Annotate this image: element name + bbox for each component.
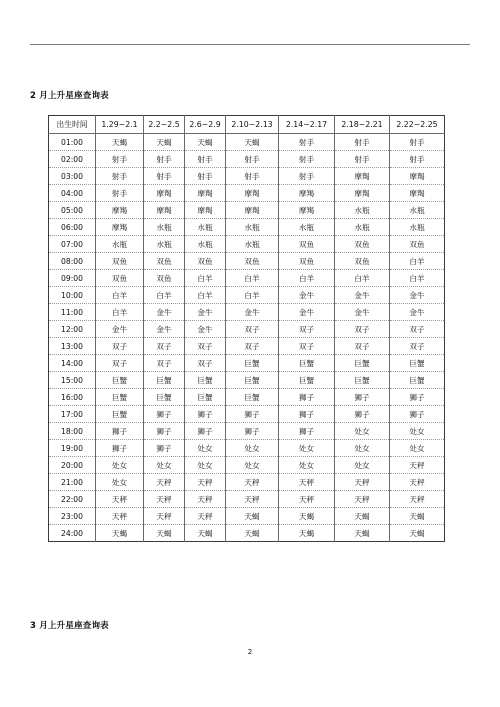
rising-sign-cell: 天秤 [390,457,445,474]
rising-sign-cell: 巨蟹 [144,372,185,389]
rising-sign-cell: 射手 [279,168,335,185]
table-row [49,253,445,270]
rising-sign-cell: 金牛 [96,321,144,338]
rising-sign-cell: 摩羯 [335,168,390,185]
rising-sign-cell: 白羊 [279,270,335,287]
rising-sign-cell: 处女 [144,457,185,474]
rising-sign-cell: 巨蟹 [226,372,279,389]
rising-sign-cell: 水瓶 [96,236,144,253]
table-row [49,525,445,542]
rising-sign-cell: 金牛 [185,304,226,321]
rising-sign-cell: 双鱼 [185,253,226,270]
rising-sign-cell: 巨蟹 [144,389,185,406]
rising-sign-cell: 天秤 [226,474,279,491]
rising-sign-cell: 狮子 [96,440,144,457]
rising-sign-cell: 巨蟹 [96,389,144,406]
rising-sign-cell: 狮子 [226,423,279,440]
birth-time-cell: 02:00 [49,151,96,168]
rising-sign-cell: 天秤 [335,491,390,508]
rising-sign-cell: 天秤 [144,474,185,491]
rising-sign-cell: 白羊 [226,270,279,287]
rising-sign-cell: 白羊 [96,304,144,321]
rising-sign-table [48,115,445,542]
rising-sign-cell: 双子 [144,338,185,355]
rising-sign-cell: 处女 [335,457,390,474]
rising-sign-cell: 双子 [96,355,144,372]
birth-time-cell: 06:00 [49,219,96,236]
rising-sign-cell: 处女 [390,440,445,457]
section-title-february: 2 月上升星座查询表 [30,91,109,101]
rising-sign-cell: 双鱼 [390,236,445,253]
rising-sign-cell: 处女 [96,474,144,491]
rising-sign-cell: 狮子 [390,389,445,406]
rising-sign-cell: 摩羯 [335,185,390,202]
rising-sign-cell: 射手 [226,168,279,185]
rising-sign-cell: 处女 [185,440,226,457]
rising-sign-cell: 狮子 [335,389,390,406]
rising-sign-cell: 水瓶 [144,236,185,253]
birth-time-cell: 16:00 [49,389,96,406]
rising-sign-cell: 射手 [144,168,185,185]
rising-sign-cell: 射手 [226,151,279,168]
birth-time-cell: 11:00 [49,304,96,321]
table-row [49,202,445,219]
rising-sign-cell: 水瓶 [144,219,185,236]
rising-sign-cell: 双子 [226,338,279,355]
birth-time-cell: 05:00 [49,202,96,219]
rising-sign-cell: 天蝎 [96,525,144,542]
rising-sign-cell: 射手 [144,151,185,168]
rising-sign-cell: 巨蟹 [96,406,144,423]
birth-time-cell: 09:00 [49,270,96,287]
rising-sign-cell: 水瓶 [390,202,445,219]
rising-sign-cell: 双子 [390,321,445,338]
rising-sign-cell: 双鱼 [96,253,144,270]
rising-sign-cell: 白羊 [185,270,226,287]
table-header-row [49,116,445,134]
rising-sign-cell: 天秤 [390,474,445,491]
rising-sign-cell: 天秤 [279,474,335,491]
rising-sign-cell: 天秤 [185,491,226,508]
column-header: 2.18~2.21 [335,116,390,134]
table-row [49,185,445,202]
column-header: 1.29~2.1 [96,116,144,134]
table-row [49,338,445,355]
rising-sign-cell: 天蝎 [185,134,226,151]
rising-sign-cell: 处女 [226,457,279,474]
rising-sign-cell: 狮子 [185,406,226,423]
rising-sign-cell: 狮子 [144,423,185,440]
rising-sign-cell: 狮子 [279,423,335,440]
rising-sign-cell: 摩羯 [279,202,335,219]
table-row [49,457,445,474]
column-header: 2.10~2.13 [226,116,279,134]
table-row [49,270,445,287]
header-divider [30,44,470,45]
rising-sign-cell: 天蝎 [226,134,279,151]
rising-sign-cell: 水瓶 [335,219,390,236]
rising-sign-cell: 射手 [279,151,335,168]
birth-time-cell: 07:00 [49,236,96,253]
rising-sign-cell: 天蝎 [144,134,185,151]
rising-sign-cell: 双子 [144,355,185,372]
rising-sign-cell: 射手 [185,168,226,185]
rising-sign-cell: 处女 [335,440,390,457]
birth-time-cell: 14:00 [49,355,96,372]
birth-time-cell: 23:00 [49,508,96,525]
rising-sign-cell: 处女 [335,423,390,440]
rising-sign-cell: 狮子 [96,423,144,440]
rising-sign-cell: 天蝎 [226,508,279,525]
rising-sign-cell: 天秤 [226,491,279,508]
table-row [49,508,445,525]
rising-sign-cell: 射手 [96,168,144,185]
birth-time-cell: 22:00 [49,491,96,508]
table-row [49,355,445,372]
rising-sign-cell: 金牛 [279,304,335,321]
table-row [49,287,445,304]
rising-sign-cell: 双鱼 [279,253,335,270]
rising-sign-cell: 天秤 [185,474,226,491]
rising-sign-cell: 天蝎 [185,525,226,542]
table-row [49,304,445,321]
rising-sign-cell: 巨蟹 [226,355,279,372]
rising-sign-cell: 狮子 [390,406,445,423]
rising-sign-cell: 巨蟹 [226,389,279,406]
rising-sign-cell: 水瓶 [185,236,226,253]
rising-sign-cell: 双子 [335,338,390,355]
rising-sign-cell: 天秤 [144,491,185,508]
birth-time-cell: 18:00 [49,423,96,440]
rising-sign-cell: 巨蟹 [390,372,445,389]
rising-sign-cell: 巨蟹 [185,372,226,389]
table-row [49,219,445,236]
rising-sign-cell: 天蝎 [279,525,335,542]
table-row [49,151,445,168]
rising-sign-cell: 天蝎 [409,528,425,538]
rising-sign-cell: 摩羯 [390,168,445,185]
birth-time-cell: 15:00 [49,372,96,389]
rising-sign-cell: 天秤 [96,491,144,508]
section-title-march: 3 月上升星座查询表 [30,621,109,631]
birth-time-cell: 08:00 [49,253,96,270]
rising-sign-cell: 处女 [279,457,335,474]
rising-sign-cell: 处女 [390,423,445,440]
rising-sign-cell: 双鱼 [226,253,279,270]
column-header: 2.2~2.5 [144,116,185,134]
rising-sign-cell: 摩羯 [185,202,226,219]
birth-time-cell: 01:00 [49,134,96,151]
rising-sign-cell: 金牛 [144,304,185,321]
page-number: 2 [247,648,253,656]
rising-sign-cell: 处女 [185,457,226,474]
rising-sign-cell: 狮子 [279,389,335,406]
rising-sign-cell: 狮子 [185,423,226,440]
rising-sign-cell: 狮子 [226,406,279,423]
birth-time-cell: 21:00 [49,474,96,491]
rising-sign-cell: 射手 [279,134,335,151]
table-body [49,134,445,542]
rising-sign-cell: 处女 [279,440,335,457]
rising-sign-cell: 双子 [390,338,445,355]
rising-sign-cell: 双子 [185,355,226,372]
rising-sign-cell: 双子 [226,321,279,338]
birth-time-cell: 24:00 [49,525,96,542]
rising-sign-cell: 天蝎 [335,525,390,542]
rising-sign-cell: 水瓶 [226,219,279,236]
table-row [49,440,445,457]
rising-sign-cell: 白羊 [335,270,390,287]
rising-sign-cell: 双子 [96,338,144,355]
rising-sign-cell: 巨蟹 [96,372,144,389]
birth-time-cell: 10:00 [49,287,96,304]
rising-sign-cell: 双鱼 [96,270,144,287]
rising-sign-cell: 摩羯 [226,202,279,219]
rising-sign-cell: 狮子 [279,406,335,423]
table-row [49,321,445,338]
rising-sign-cell: 水瓶 [226,236,279,253]
rising-sign-cell: 处女 [96,457,144,474]
rising-sign-cell: 天蝎 [335,508,390,525]
rising-sign-cell: 射手 [96,185,144,202]
table-row [49,372,445,389]
rising-sign-cell: 白羊 [390,270,445,287]
column-header: 出生时间 [49,116,96,134]
table-row [49,134,445,151]
rising-sign-cell: 摩羯 [390,185,445,202]
rising-sign-cell: 金牛 [144,321,185,338]
rising-sign-cell: 白羊 [390,253,445,270]
birth-time-cell: 13:00 [49,338,96,355]
rising-sign-cell: 金牛 [335,287,390,304]
table-row [49,423,445,440]
rising-sign-cell: 天蝎 [96,134,144,151]
rising-sign-cell: 射手 [335,134,390,151]
rising-sign-cell: 双子 [279,321,335,338]
rising-sign-cell: 射手 [390,134,445,151]
rising-sign-cell: 金牛 [279,287,335,304]
rising-sign-cell: 金牛 [226,304,279,321]
rising-sign-cell: 射手 [390,151,445,168]
rising-sign-cell: 巨蟹 [390,355,445,372]
rising-sign-cell: 水瓶 [390,219,445,236]
rising-sign-cell: 天秤 [144,508,185,525]
birth-time-cell: 17:00 [49,406,96,423]
rising-sign-cell: 处女 [226,440,279,457]
rising-sign-cell: 双子 [185,338,226,355]
rising-sign-cell: 双鱼 [144,270,185,287]
rising-sign-cell: 摩羯 [96,202,144,219]
rising-sign-cell: 摩羯 [144,185,185,202]
birth-time-cell: 20:00 [49,457,96,474]
rising-sign-cell: 天蝎 [279,508,335,525]
rising-sign-cell: 天蝎 [144,525,185,542]
rising-sign-cell: 巨蟹 [185,389,226,406]
rising-sign-cell: 双子 [335,321,390,338]
table-row [49,474,445,491]
rising-sign-cell: 双鱼 [144,253,185,270]
table-row [49,491,445,508]
rising-sign-cell: 双子 [279,338,335,355]
rising-sign-cell: 摩羯 [144,202,185,219]
rising-sign-cell: 白羊 [185,287,226,304]
rising-sign-cell: 双鱼 [335,236,390,253]
birth-time-cell: 04:00 [49,185,96,202]
rising-sign-cell: 白羊 [96,287,144,304]
column-header: 2.14~2.17 [279,116,335,134]
rising-sign-cell: 双鱼 [279,236,335,253]
rising-sign-cell: 射手 [185,151,226,168]
table-row [49,168,445,185]
rising-sign-cell: 巨蟹 [279,355,335,372]
rising-sign-cell: 狮子 [144,440,185,457]
rising-sign-cell: 天秤 [96,508,144,525]
rising-sign-cell: 水瓶 [335,202,390,219]
column-header: 2.22~2.25 [390,116,445,134]
rising-sign-cell: 天蝎 [226,525,279,542]
rising-sign-cell: 射手 [335,151,390,168]
table-row [49,389,445,406]
rising-sign-cell: 金牛 [390,287,445,304]
table-row [49,236,445,253]
birth-time-cell: 12:00 [49,321,96,338]
rising-sign-cell: 狮子 [335,406,390,423]
rising-sign-cell: 巨蟹 [335,355,390,372]
rising-sign-cell: 天秤 [390,491,445,508]
birth-time-cell: 19:00 [49,440,96,457]
rising-sign-cell: 天秤 [279,491,335,508]
rising-sign-cell: 狮子 [144,406,185,423]
birth-time-cell: 03:00 [49,168,96,185]
rising-sign-cell: 水瓶 [185,219,226,236]
rising-sign-cell: 金牛 [335,304,390,321]
rising-sign-cell: 水瓶 [279,219,335,236]
table-row [49,406,445,423]
rising-sign-cell: 摩羯 [96,219,144,236]
rising-sign-cell: 射手 [96,151,144,168]
rising-sign-cell: 摩羯 [185,185,226,202]
rising-sign-cell: 天秤 [335,474,390,491]
rising-sign-cell: 白羊 [144,287,185,304]
rising-sign-cell: 金牛 [390,304,445,321]
column-header: 2.6~2.9 [185,116,226,134]
rising-sign-cell: 摩羯 [279,185,335,202]
rising-sign-cell: 天秤 [185,508,226,525]
rising-sign-cell: 双鱼 [335,253,390,270]
rising-sign-cell: 巨蟹 [279,372,335,389]
rising-sign-cell: 巨蟹 [335,372,390,389]
rising-sign-cell: 白羊 [226,287,279,304]
rising-sign-cell: 摩羯 [226,185,279,202]
rising-sign-cell: 金牛 [185,321,226,338]
rising-sign-cell: 天蝎 [390,508,445,525]
